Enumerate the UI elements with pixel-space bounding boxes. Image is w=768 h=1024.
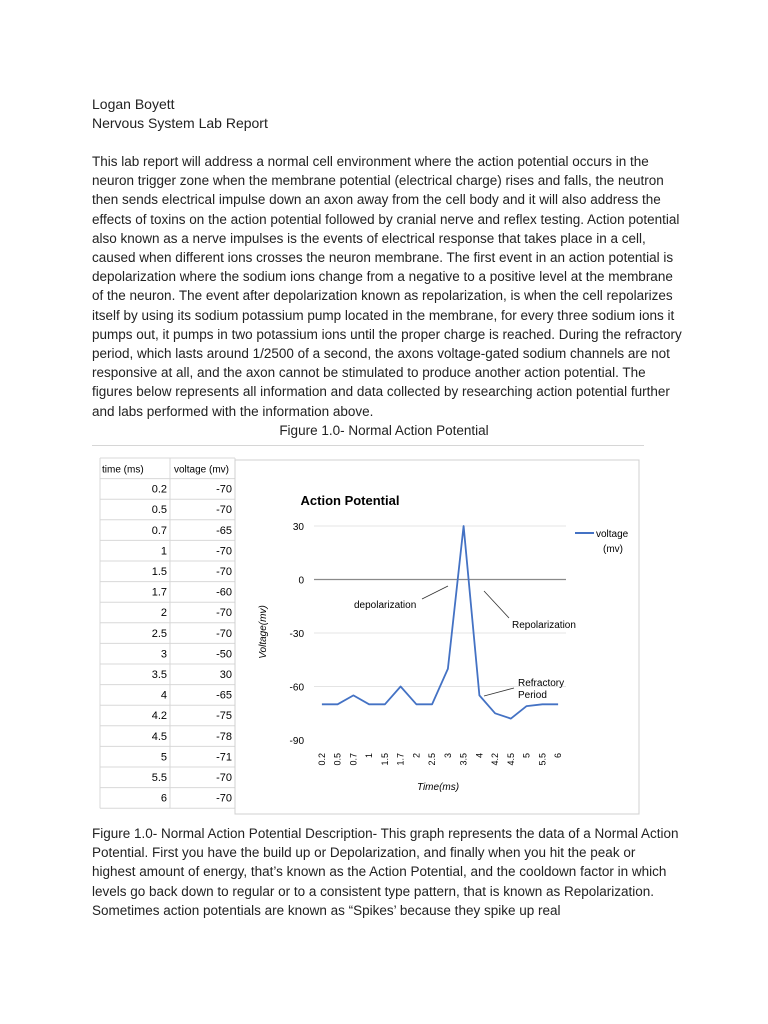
y-tick-label: -90	[289, 736, 304, 747]
table-header-voltage: voltage (mv)	[174, 464, 230, 476]
figure-caption: Figure 1.0- Normal Action Potential	[279, 423, 489, 438]
annotation-label: depolarization	[354, 600, 417, 611]
table-cell-voltage: -75	[216, 710, 232, 723]
x-axis-label: Time(ms)	[416, 782, 460, 793]
table-cell-voltage: -78	[216, 730, 232, 743]
x-tick-label: 5	[521, 753, 532, 759]
annotation-leader	[484, 591, 509, 618]
table-cell-time: 1.7	[151, 586, 167, 599]
table-cell-voltage: 30	[219, 669, 232, 682]
table-cell-voltage: -71	[216, 751, 232, 764]
table-cell-voltage: -70	[216, 792, 232, 805]
table-cell-voltage: -70	[216, 566, 232, 579]
table-cell-time: 5	[160, 751, 167, 764]
table-cell-voltage: -70	[216, 627, 232, 640]
x-tick-label: 5.5	[537, 753, 548, 766]
table-cell-voltage: -50	[216, 648, 232, 661]
chart-annotations	[354, 586, 576, 701]
chart-title: Action Potential	[300, 493, 400, 508]
y-tick-label: 0	[298, 575, 304, 587]
x-tick-label: 0.7	[348, 753, 359, 766]
table-cell-voltage: -65	[216, 524, 232, 537]
annotation-leader	[484, 688, 514, 696]
table-cell-time: 0.7	[151, 524, 167, 537]
table-cell-time: 3.5	[151, 669, 167, 682]
x-tick-label: 4.2	[490, 753, 501, 766]
table-cell-time: 0.5	[151, 504, 167, 517]
chart-legend	[575, 529, 629, 555]
x-tick-label: 1.5	[379, 753, 390, 766]
table-cell-time: 1	[160, 545, 167, 558]
annotation-leader	[422, 586, 448, 599]
figure-svg	[92, 446, 644, 816]
table-cell-voltage: -70	[216, 504, 232, 517]
y-gridlines	[314, 526, 566, 687]
y-tick-label: 30	[292, 522, 304, 533]
table-cell-time: 0.2	[151, 483, 167, 496]
table-cell-voltage: -70	[216, 545, 232, 558]
table-cell-voltage: -60	[216, 586, 232, 599]
table-cell-voltage: -65	[216, 689, 232, 702]
x-tick-label: 4.5	[505, 753, 516, 766]
table-cell-time: 4.5	[151, 730, 167, 743]
description-paragraph: Figure 1.0- Normal Action Potential Description- This graph represents the data of a Normal Action Potential. First you have the build up or Depolarization, and finally when you hit the peak or highest amount of energy, that’s known as the Action Potential, and the cooldown factor in which levels go back down to regular or to a consistent type pattern, that is known as Repolarization. Sometimes action potentials are known as “Spikes’ because they spike up real	[92, 826, 679, 918]
x-tick-label: 2.5	[427, 753, 438, 766]
legend-label: voltage (mv)	[596, 529, 629, 555]
x-tick-labels	[317, 753, 563, 766]
table-cell-time: 1.5	[151, 566, 167, 579]
x-tick-label: 6	[553, 753, 564, 759]
annotation-label: Refractory Period	[518, 678, 565, 701]
table-cell-time: 2.5	[151, 627, 167, 640]
annotation-label: Repolarization	[512, 620, 576, 631]
y-tick-labels	[290, 522, 305, 747]
y-tick-label: -60	[289, 682, 304, 694]
table-cell-time: 3	[160, 648, 167, 661]
table-cell-voltage: -70	[216, 607, 232, 620]
table-cell-time: 5.5	[151, 772, 167, 785]
y-tick-label: -30	[289, 629, 304, 640]
x-tick-label: 0.5	[332, 753, 343, 766]
table-cell-voltage: -70	[216, 772, 232, 785]
data-table	[100, 458, 235, 808]
author-name: Logan Boyett	[92, 96, 175, 112]
x-tick-label: 1	[364, 753, 375, 759]
table-cell-time: 4	[160, 689, 167, 702]
x-tick-label: 1.7	[395, 753, 406, 766]
x-tick-label: 3	[442, 753, 453, 759]
data-table-cells	[102, 464, 232, 804]
intro-paragraph: This lab report will address a normal cell environment where the action potential occurs in the neuron trigger zone when the membrane potential (electrical charge) rises and falls, the neutron then sends electrical impulse down an axon away from the cell body and it will also address the effects of toxins on the action potential followed by cranial nerve and reflex testing. Action potential also known as a nerve impulses is the events of electrical response that takes place in a cell, caused when different ions crosses the neuron membrane. The first event in an action potential is depolarization where the sodium ions change from a negative to a positive level at the membrane of the neuron. The event after depolarization known as repolarization, is when the cell repolarizes itself by using its sodium potassium pump located in the membrane, for every three sodium ions it pumps out, it pumps in two potassium ions until the proper charge is reached. During the refractory period, which lasts around 1/2500 of a second, the axons voltage-gated sodium channels are not responsive at all, and the axon cannot be stimulated to produce another action potential. The figures below represents all information and data collected by researching action potential further and labs performed with the information above.	[92, 154, 682, 419]
x-tick-label: 0.2	[316, 753, 327, 766]
table-cell-voltage: -70	[216, 483, 232, 496]
table-cell-time: 2	[160, 607, 167, 620]
x-tick-label: 2	[411, 753, 422, 759]
table-cell-time: 4.2	[151, 710, 167, 723]
report-title: Nervous System Lab Report	[92, 115, 268, 131]
table-header-time: time (ms)	[102, 464, 144, 476]
y-axis-label: Voltage(mv)	[258, 605, 269, 659]
x-tick-label: 3.5	[458, 753, 469, 766]
x-tick-label: 4	[474, 753, 485, 759]
table-cell-time: 6	[160, 792, 167, 805]
figure-action-potential	[92, 445, 644, 816]
